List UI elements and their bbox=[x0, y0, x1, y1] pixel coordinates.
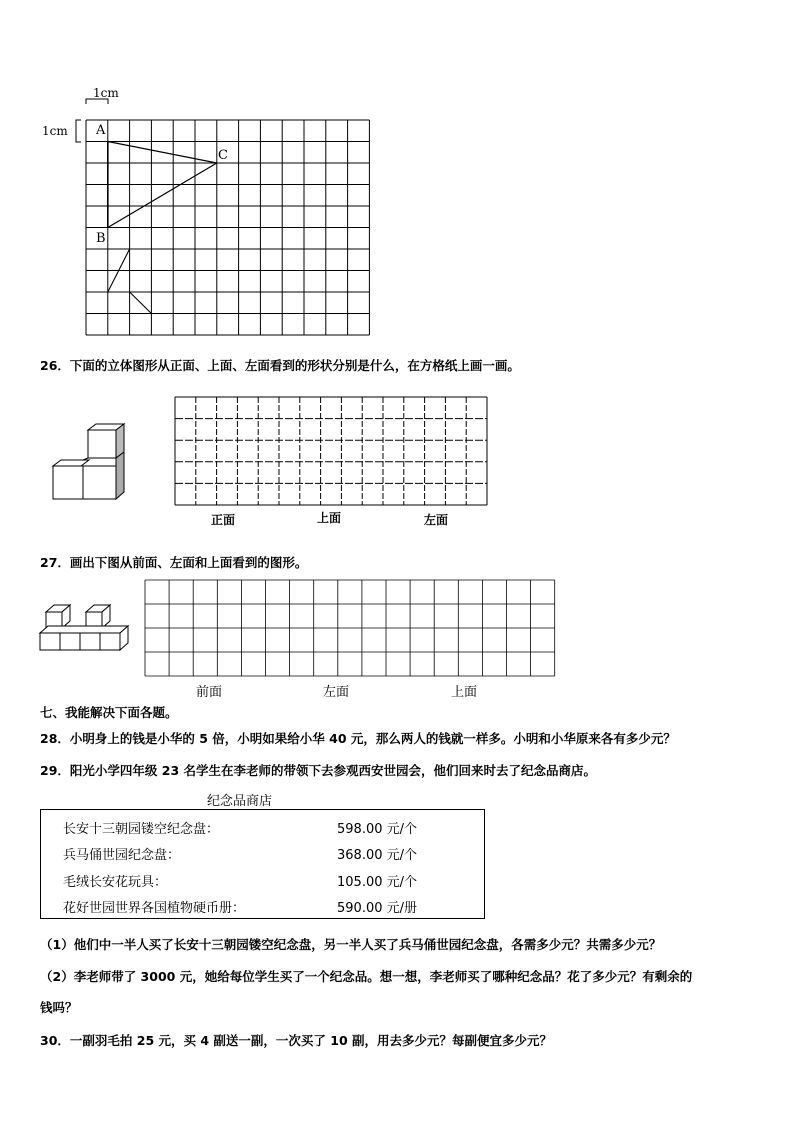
question-29-part-2-cont: 钱吗？ bbox=[40, 1000, 78, 1015]
unit-label-top: 1cm bbox=[93, 86, 119, 100]
question-26: 26．下面的立体图形从正面、上面、左面看到的形状分别是什么，在方格纸上画一画。 bbox=[40, 358, 520, 373]
cube-figure-26 bbox=[50, 422, 130, 504]
square-grid-25 bbox=[86, 120, 370, 336]
view-label-left-27: 左面 bbox=[323, 685, 350, 700]
unit-label-left: 1cm bbox=[42, 124, 68, 138]
question-29-part-2: （2）李老师带了 3000 元，她给每位学生买了一个纪念品。想一想，李老师买了哪种纪念品？花了多少元？有剩余的 bbox=[40, 969, 693, 984]
shop-item-name: 兵马俑世园纪念盘： bbox=[63, 848, 181, 863]
shop-item-price: 590.00 元/册 bbox=[337, 901, 417, 916]
shop-item-name: 长安十三朝园镂空纪念盘： bbox=[63, 822, 220, 837]
section-7-title: 七、我能解决下面各题。 bbox=[40, 705, 178, 720]
square-grid-27 bbox=[145, 580, 555, 676]
question-29: 29．阳光小学四年级 23 名学生在李老师的带领下去参观西安世园会，他们回来时去了纪念品商店。 bbox=[40, 763, 596, 778]
square-grid-26 bbox=[175, 397, 488, 507]
figure-segment bbox=[130, 292, 152, 314]
cube-figure-27 bbox=[38, 600, 133, 655]
view-label-top: 上面 bbox=[317, 511, 342, 525]
point-c-label: C bbox=[218, 148, 228, 163]
point-b-label: B bbox=[96, 231, 106, 246]
view-label-left: 左面 bbox=[424, 513, 449, 527]
shop-item-price: 105.00 元/个 bbox=[337, 875, 417, 890]
figure-segment bbox=[108, 163, 217, 228]
view-label-top-27: 上面 bbox=[451, 685, 478, 700]
shop-item-name: 花好世园世界各国植物硬币册： bbox=[63, 901, 246, 916]
question-30: 30．一副羽毛拍 25 元，买 4 副送一副，一次买了 10 副，用去多少元？每副便宜多少元？ bbox=[40, 1033, 552, 1048]
question-29-part-1: （1）他们中一半人买了长安十三朝园镂空纪念盘，另一半人买了兵马俑世园纪念盘，各需多少元？共需多少元？ bbox=[40, 937, 662, 952]
figure-segment bbox=[108, 142, 217, 164]
point-a-label: A bbox=[96, 123, 106, 138]
question-27: 27．画出下图从前面、左面和上面看到的图形。 bbox=[40, 555, 308, 570]
shop-item-price: 598.00 元/个 bbox=[337, 822, 417, 837]
view-label-front: 正面 bbox=[211, 513, 236, 527]
shop-item-name: 毛绒长安花玩具： bbox=[63, 875, 168, 890]
view-label-front-27: 前面 bbox=[196, 685, 223, 700]
shop-price-table bbox=[40, 809, 485, 919]
shop-title: 纪念品商店 bbox=[207, 794, 273, 809]
question-28: 28．小明身上的钱是小华的 5 倍，小明如果给小华 40 元，那么两人的钱就一样多。小明和小华原来各有多少元？ bbox=[40, 731, 676, 746]
shop-item-price: 368.00 元/个 bbox=[337, 848, 417, 863]
